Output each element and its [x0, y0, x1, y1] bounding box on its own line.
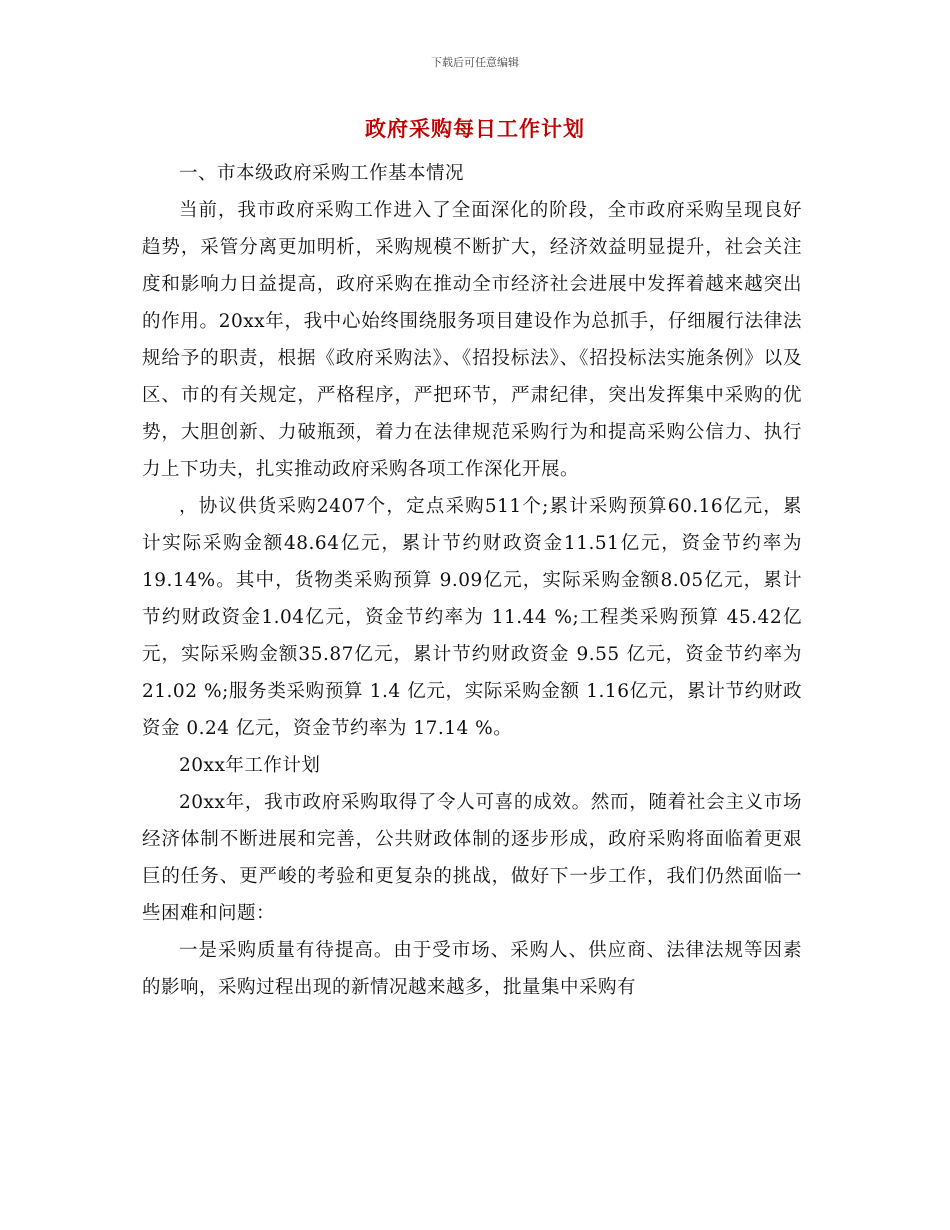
paragraph-challenges: 20xx年，我市政府采购取得了令人可喜的成效。然而，随着社会主义市场经济体制不断进展和完善，公共财政体制的逐步形成，政府采购将面临着更艰巨的任务、更严峻的考验和更复杂的挑战，做好下一步工作，我们仍然面临一些困难和问题：	[142, 792, 802, 924]
paragraph-issue-quality: 一是采购质量有待提高。由于受市场、采购人、供应商、法律法规等因素的影响，采购过程出现的新情况越来越多，批量集中采购有	[142, 940, 802, 998]
document-body	[142, 155, 802, 1006]
paragraph-statistics: ，协议供货采购2407个，定点采购511个;累计采购预算60.16亿元，累计实际采购金额48.64亿元，累计节约财政资金11.51亿元，资金节约率为19.14%。其中，货物类采购预算 9.09亿元，实际采购金额8.05亿元，累计节约财政资金1.04亿元，资金节约率为 11.44 %;工程类采购预算 45.42亿元，实际采购金额35.87亿元，累计节约财政资金 9.55 亿元，资金节约率为 21.02 %;服务类采购预算 1.4 亿元，实际采购金额 1.16亿元，累计节约财政资金 0.24 亿元，资金节约率为 17.14 %。	[142, 496, 802, 739]
header-note: 下载后可任意编辑	[431, 56, 519, 69]
document-title: 政府采购每日工作计划	[365, 116, 585, 141]
paragraph-overview: 当前，我市政府采购工作进入了全面深化的阶段，全市政府采购呈现良好趋势，采管分离更加明析，采购规模不断扩大，经济效益明显提升，社会关注度和影响力日益提高，政府采购在推动全市经济社会进展中发挥着越来越突出的作用。20xx年，我中心始终围绕服务项目建设作为总抓手，仔细履行法律法规给予的职责，根据《政府采购法》、《招投标法》、《招投标法实施条例》以及区、市的有关规定，严格程序，严把环节，严肃纪律，突出发挥集中采购的优势，大胆创新、力破瓶颈，着力在法律规范采购行为和提高采购公信力、执行力上下功夫，扎实推动政府采购各项工作深化开展。	[142, 200, 802, 480]
section-heading-work-plan: 20xx年工作计划	[179, 755, 321, 776]
section-heading-basic-situation: 一、市本级政府采购工作基本情况	[179, 163, 465, 184]
